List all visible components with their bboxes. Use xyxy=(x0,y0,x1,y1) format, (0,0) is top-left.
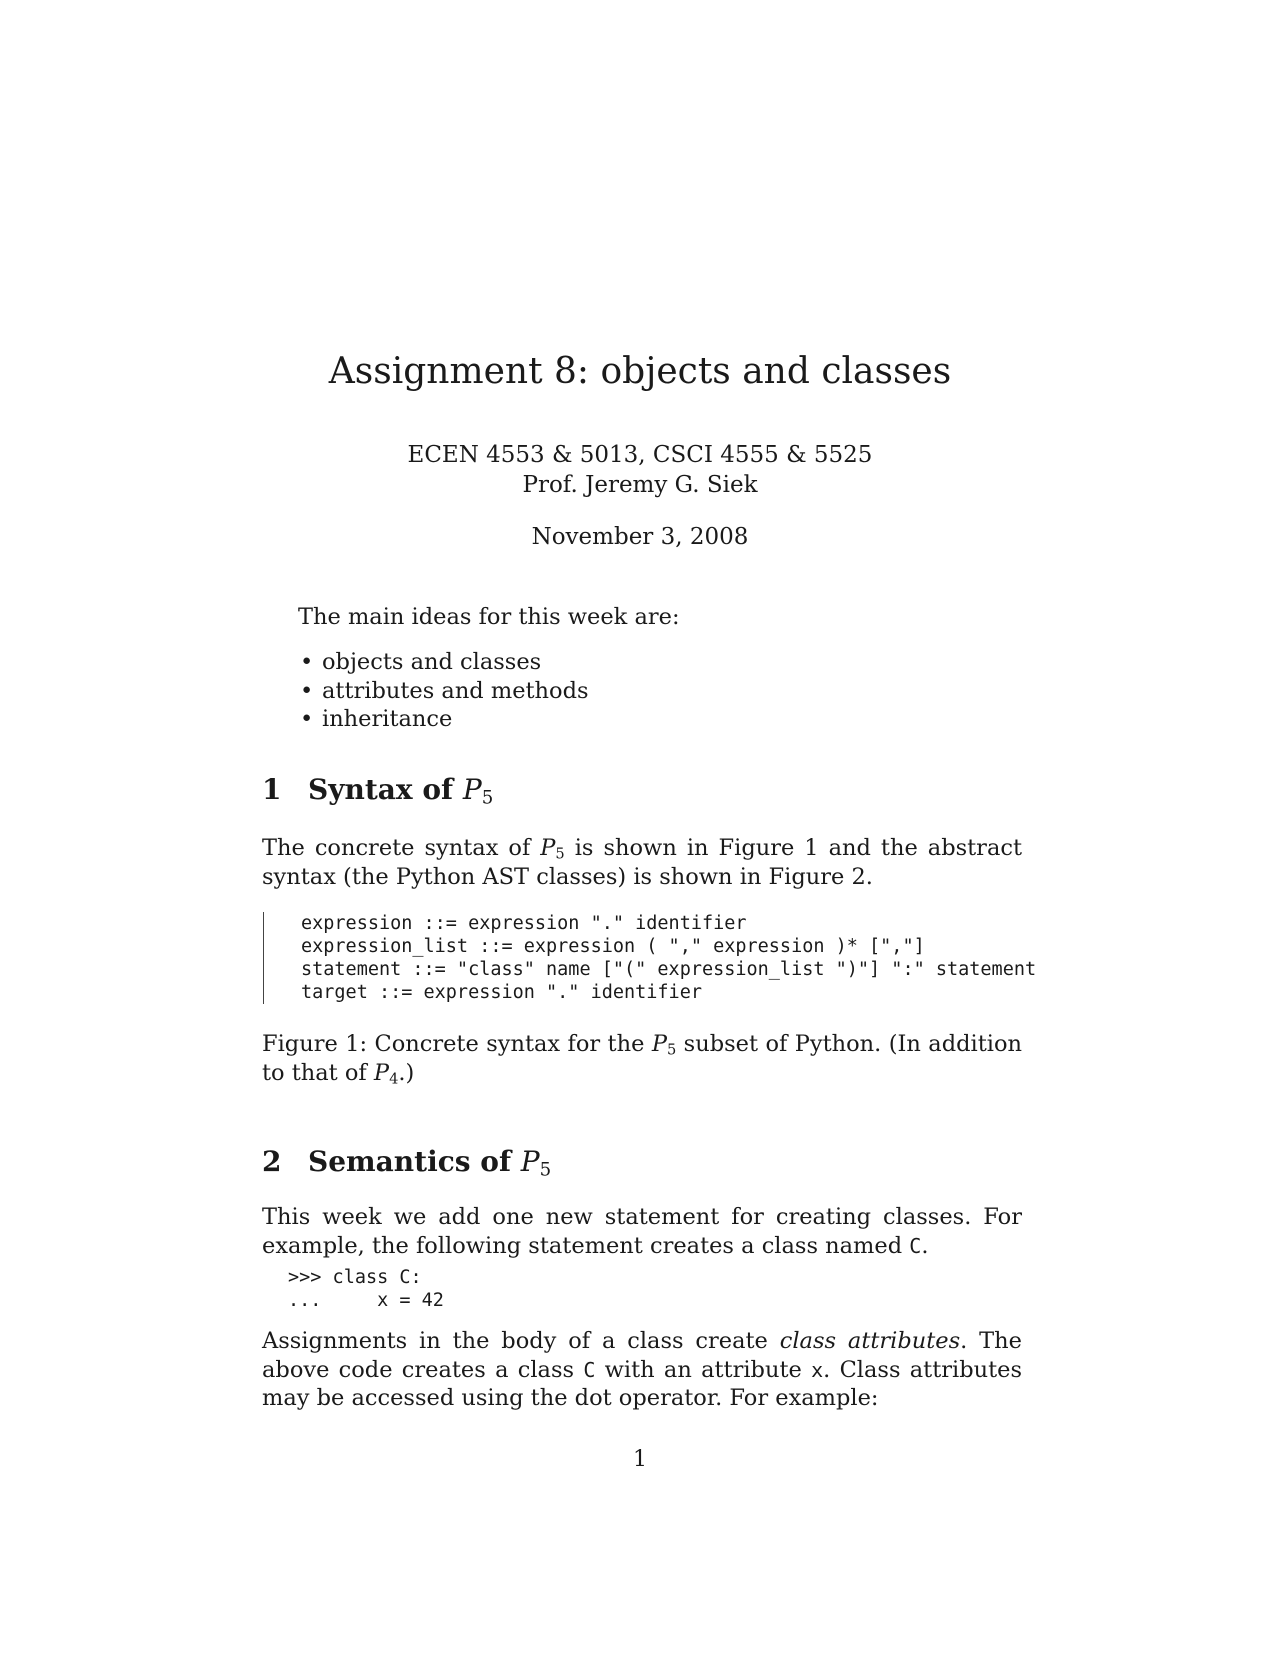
section-1-paragraph: The concrete syntax of $P_5$ is shown in Figure 1 and the abstract syntax (the Python AST classes) is shown in Figure 2. xyxy=(262,835,1022,890)
code-line: >>> class C: xyxy=(288,1267,422,1288)
math-symbol: $P_5$ xyxy=(520,1145,552,1181)
document-title: Assignment 8: objects and classes xyxy=(328,351,952,392)
grammar-rule: expression ::= expression "." identifier xyxy=(301,913,747,934)
section-2-paragraph-1: This week we add one new statement for creating classes. For example, the following statement creates a class named C. xyxy=(262,1204,1022,1259)
math-symbol: $P_4$ xyxy=(373,1059,399,1088)
section-2-heading xyxy=(262,1145,551,1179)
date-line: November 3, 2008 xyxy=(531,524,749,550)
figure-1-caption: Figure 1: Concrete syntax for the $P_5$ subset of Python. (In addition to that of $P_4$.) xyxy=(262,1031,1022,1088)
math-symbol: $P_5$ xyxy=(651,1031,677,1059)
section-1-heading xyxy=(262,773,493,807)
bullet-icon: • xyxy=(300,649,314,675)
inline-code: x xyxy=(811,1357,824,1382)
math-symbol: $P_5$ xyxy=(540,835,565,863)
code-line: ... x = 42 xyxy=(288,1290,444,1311)
grammar-rule: target ::= expression "." identifier xyxy=(301,982,702,1003)
code-example xyxy=(288,1266,444,1312)
main-ideas-list xyxy=(298,648,589,734)
section-title: Syntax of xyxy=(308,773,454,806)
bullet-icon: • xyxy=(300,677,314,704)
section-number: 2 xyxy=(262,1145,282,1178)
bullet-icon: • xyxy=(300,706,314,732)
list-item: • objects and classes xyxy=(300,649,542,675)
page-number: 1 xyxy=(633,1447,647,1472)
inline-code: C xyxy=(583,1357,596,1382)
section-2-paragraph-2: Assignments in the body of a class create class attributes. The above code creates a class C with an attribute x. Class attributes may be accessed using the dot operator. For example: xyxy=(262,1328,1023,1411)
inline-code: C xyxy=(909,1233,922,1258)
grammar-rule: statement ::= "class" name ["(" expression_list ")"] ":" statement xyxy=(301,959,1037,980)
intro-text: The main ideas for this week are: xyxy=(298,604,680,630)
emphasis: class attributes xyxy=(779,1328,961,1354)
course-line: ECEN 4553 & 5013, CSCI 4555 & 5525 xyxy=(407,442,873,468)
list-item: • inheritance xyxy=(300,706,453,732)
section-number: 1 xyxy=(262,773,282,806)
math-symbol: $P_5$ xyxy=(462,773,494,809)
grammar-rule: expression_list ::= expression ( "," expression )* [","] xyxy=(301,936,925,957)
section-title: Semantics of xyxy=(308,1145,512,1178)
grammar-figure xyxy=(263,912,1036,1004)
list-item: • attributes and methods xyxy=(300,677,589,704)
author-line: Prof. Jeremy G. Siek xyxy=(522,472,758,498)
